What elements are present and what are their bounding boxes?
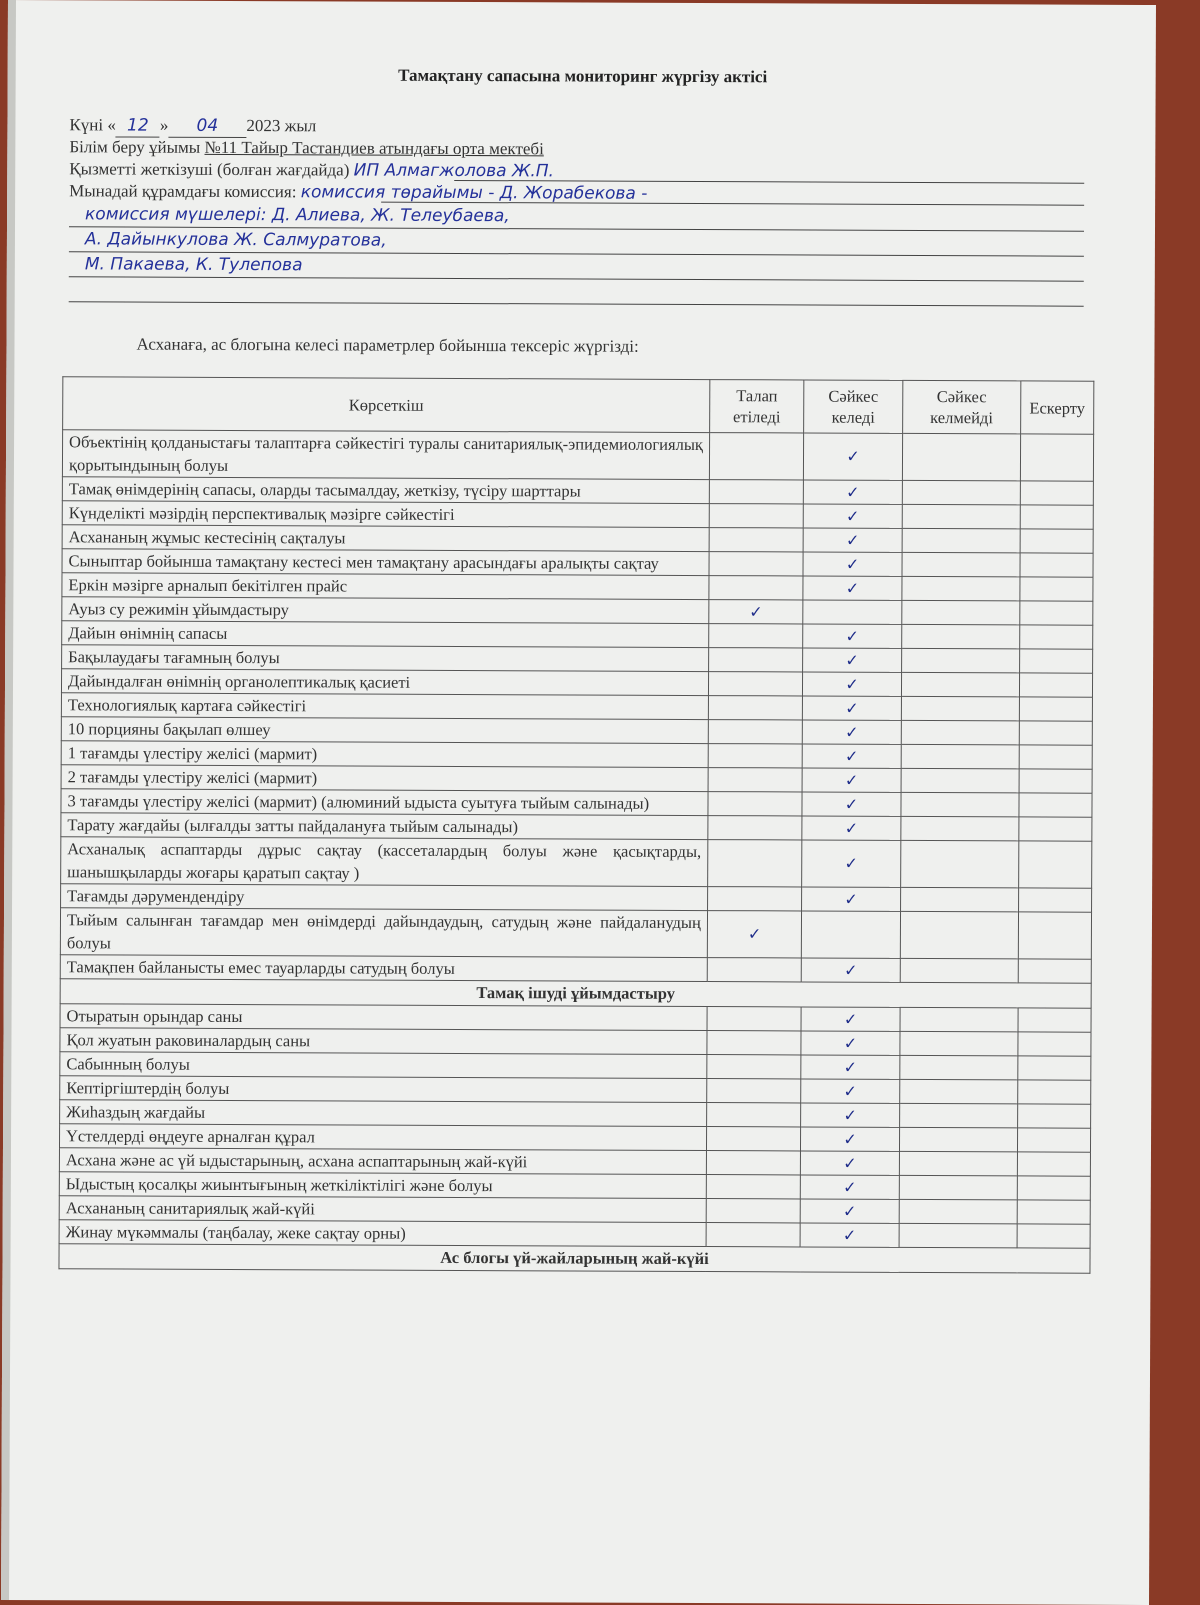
- check-mark-icon: ✓: [802, 887, 901, 911]
- indicator-cell: Сыныптар бойынша тамақтану кестесі мен тамақтану арасындағы аралықты сақтау: [62, 549, 709, 576]
- check-mark-icon: ✓: [802, 958, 901, 982]
- indicator-cell: 2 тағамды үлестіру желісі (мармит): [61, 765, 708, 792]
- check-mark-icon: ✓: [802, 744, 901, 768]
- header-noncompliant: Сәйкес келмейді: [902, 380, 1021, 434]
- indicator-cell: Асханалық аспаптарды дұрыс сақтау (кассеталардың болуы және қасықтарды, шанышқыларды жоғары қаратып сақтау ): [61, 837, 708, 887]
- empty-cell: [900, 887, 1018, 912]
- indicator-cell: 1 тағамды үлестіру желісі (мармит): [61, 741, 708, 768]
- empty-cell: [803, 600, 902, 624]
- check-mark-icon: ✓: [709, 600, 804, 624]
- header-compliant: Сәйкес келеді: [804, 380, 903, 433]
- empty-cell: [901, 744, 1019, 769]
- empty-cell: [901, 672, 1019, 697]
- empty-cell: [1020, 673, 1093, 697]
- empty-cell: [707, 887, 802, 911]
- empty-cell: [1017, 1176, 1090, 1200]
- empty-cell: [708, 696, 803, 720]
- indicator-cell: Күнделікті мәзірдің перспективалық мәзірге сәйкестігі: [62, 501, 709, 528]
- indicator-cell: Тағамды дәрумендендіру: [61, 884, 708, 911]
- empty-cell: [1020, 625, 1093, 649]
- empty-cell: [900, 958, 1018, 983]
- empty-cell: [902, 552, 1020, 577]
- indicator-cell: Еркін мәзірге арналып бекітілген прайс: [62, 573, 709, 600]
- indicator-cell: Кептіргіштердің болуы: [60, 1076, 707, 1103]
- empty-cell: [902, 528, 1020, 553]
- empty-cell: [708, 816, 803, 840]
- empty-cell: [1020, 529, 1093, 553]
- indicator-cell: Ауыз су режимін ұйымдастыру: [62, 597, 709, 624]
- empty-cell: [707, 1031, 802, 1055]
- document-title: Тамақтану сапасына мониторинг жүргізу актісі: [398, 65, 768, 87]
- check-mark-icon: ✓: [801, 1175, 900, 1199]
- empty-cell: [1018, 1032, 1091, 1056]
- empty-cell: [899, 1223, 1017, 1248]
- indicator-cell: Объектінің қолданыстағы талаптарға сәйкестігі туралы санитариялық-эпидемиологиялық қорытындының болуы: [62, 430, 709, 480]
- empty-cell: [899, 1151, 1017, 1176]
- empty-cell: [709, 433, 804, 480]
- table-row: [60, 908, 1091, 959]
- commission-line-4: М. Пакаева, К. Тулепова: [84, 254, 303, 276]
- date-day: 12: [116, 114, 160, 137]
- indicator-cell: 3 тағамды үлестіру желісі (мармит) (алюминий ыдыста суытуға тыйым салынады): [61, 789, 708, 816]
- empty-cell: [706, 1175, 801, 1199]
- check-mark-icon: ✓: [803, 720, 902, 744]
- header-required: Талап етіледі: [710, 380, 805, 433]
- commission-line-1: комиссия төрайымы - Д. Жорабекова -: [300, 182, 648, 204]
- empty-cell: [1020, 481, 1093, 505]
- indicator-cell: Асхананың санитариялық жай-күйі: [59, 1196, 706, 1223]
- check-mark-icon: ✓: [801, 1103, 900, 1127]
- check-mark-icon: ✓: [800, 1223, 899, 1247]
- empty-cell: [709, 552, 804, 576]
- empty-cell: [901, 624, 1019, 649]
- empty-cell: [901, 816, 1019, 841]
- empty-cell: [1018, 1008, 1091, 1032]
- check-mark-icon: ✓: [802, 768, 901, 792]
- empty-cell: [708, 672, 803, 696]
- empty-cell: [900, 840, 1019, 888]
- indicator-cell: Дайын өнімнің сапасы: [62, 621, 709, 648]
- empty-cell: [1019, 793, 1092, 817]
- indicator-cell: Тарату жағдайы (ылғалды затты пайдалануға тыйым салынады): [61, 813, 708, 840]
- empty-cell: [901, 720, 1019, 745]
- table-header-row: [63, 377, 1094, 434]
- indicator-cell: 10 порцияны бақылап өлшеу: [61, 717, 708, 744]
- intro-text: Асханаға, ас блогына келесі параметрлер бойынша тексеріс жүргізді:: [136, 334, 639, 356]
- indicator-cell: Асхананың жұмыс кестесінің сақталуы: [62, 525, 709, 552]
- check-mark-icon: ✓: [803, 624, 902, 648]
- empty-cell: [1018, 1128, 1091, 1152]
- empty-cell: [1019, 888, 1092, 912]
- empty-cell: [1020, 434, 1093, 481]
- supplier-value: ИП Алмагжолова Ж.П.: [353, 160, 554, 182]
- empty-cell: [708, 744, 803, 768]
- check-mark-icon: ✓: [801, 1031, 900, 1055]
- empty-cell: [899, 1103, 1017, 1128]
- empty-cell: [708, 768, 803, 792]
- commission-line-5-row: [69, 277, 1084, 306]
- empty-cell: [706, 1223, 801, 1247]
- indicator-cell: Асхана және ас үй ыдыстарының, асхана аспаптарының жай-күйі: [59, 1148, 706, 1175]
- empty-cell: [708, 720, 803, 744]
- supplier-label: Қызметті жеткізуші (болған жағдайда): [69, 159, 350, 180]
- section-title: Тамақ ішуді ұйымдастыру: [60, 979, 1091, 1008]
- check-mark-icon: ✓: [802, 840, 901, 887]
- header-indicator: Көрсеткіш: [63, 377, 710, 433]
- indicator-cell: Жиһаздың жағдайы: [60, 1100, 707, 1127]
- page-edge: [1, 0, 16, 1600]
- empty-cell: [899, 1127, 1017, 1152]
- header-fields: [69, 114, 1085, 306]
- empty-cell: [1017, 1152, 1090, 1176]
- check-mark-icon: ✓: [803, 648, 902, 672]
- date-prefix: Күні «: [69, 115, 116, 135]
- empty-cell: [1020, 505, 1093, 529]
- indicator-cell: Жинау мүкәммалы (таңбалау, жеке сақтау орны): [59, 1220, 706, 1247]
- header-note: Ескерту: [1021, 381, 1094, 434]
- empty-cell: [1019, 817, 1092, 841]
- empty-cell: [708, 648, 803, 672]
- check-mark-icon: ✓: [802, 816, 901, 840]
- empty-cell: [706, 1151, 801, 1175]
- indicator-cell: Тыйым салынған тағамдар мен өнімдерді дайындаудың, сатудың және пайдаланудың болуы: [60, 908, 707, 958]
- empty-cell: [706, 1103, 801, 1127]
- check-mark-icon: ✓: [803, 672, 902, 696]
- empty-cell: [900, 1055, 1018, 1080]
- empty-cell: [901, 696, 1019, 721]
- empty-cell: [1020, 601, 1093, 625]
- empty-cell: [1019, 745, 1092, 769]
- date-month: 04: [168, 115, 246, 138]
- empty-cell: [1019, 769, 1092, 793]
- date-mid: »: [159, 115, 169, 135]
- empty-cell: [900, 1031, 1018, 1056]
- section-row: [59, 1244, 1090, 1273]
- indicator-cell: Үстелдерді өңдеуге арналған құрал: [59, 1124, 706, 1151]
- empty-cell: [902, 480, 1020, 505]
- empty-cell: [1018, 1104, 1091, 1128]
- check-mark-icon: ✓: [803, 552, 902, 576]
- table-row: [62, 430, 1093, 481]
- check-mark-icon: ✓: [803, 528, 902, 552]
- indicator-cell: Бақылаудағы тағамның болуы: [62, 645, 709, 672]
- indicator-cell: Ыдыстың қосалқы жиынтығының жеткіліктілігі және болуы: [59, 1172, 706, 1199]
- empty-cell: [1020, 649, 1093, 673]
- section-title: Ас блогы үй-жайларының жай-күйі: [59, 1244, 1090, 1273]
- empty-cell: [1018, 912, 1091, 959]
- check-mark-icon: ✓: [804, 504, 903, 528]
- empty-cell: [707, 1079, 802, 1103]
- empty-cell: [708, 840, 803, 887]
- empty-cell: [1018, 1056, 1091, 1080]
- indicator-cell: Тамақпен байланысты емес тауарларды сатудың болуы: [60, 955, 707, 982]
- empty-cell: [706, 1127, 801, 1151]
- empty-cell: [1020, 553, 1093, 577]
- check-mark-icon: ✓: [801, 1007, 900, 1031]
- empty-cell: [900, 911, 1019, 959]
- commission-line-2: комиссия мүшелері: Д. Алиева, Ж. Телеубаева,: [85, 204, 510, 227]
- check-mark-icon: ✓: [707, 911, 802, 958]
- empty-cell: [902, 433, 1021, 481]
- empty-cell: [709, 576, 804, 600]
- empty-cell: [901, 792, 1019, 817]
- commission-label: Мынадай құрамдағы комиссия:: [69, 181, 297, 202]
- check-mark-icon: ✓: [802, 792, 901, 816]
- check-mark-icon: ✓: [800, 1199, 899, 1223]
- check-mark-icon: ✓: [804, 433, 903, 480]
- empty-cell: [899, 1199, 1017, 1224]
- empty-cell: [1017, 1200, 1090, 1224]
- check-mark-icon: ✓: [801, 1055, 900, 1079]
- empty-cell: [902, 600, 1020, 625]
- inspection-table: [58, 376, 1094, 1273]
- indicator-cell: Қол жуатын раковиналардың саны: [60, 1028, 707, 1055]
- empty-cell: [1019, 721, 1092, 745]
- check-mark-icon: ✓: [803, 576, 902, 600]
- check-mark-icon: ✓: [804, 480, 903, 504]
- indicator-cell: Дайындалған өнімнің органолептикалық қасиеті: [61, 669, 708, 696]
- check-mark-icon: ✓: [801, 1079, 900, 1103]
- empty-cell: [709, 480, 804, 504]
- empty-cell: [709, 504, 804, 528]
- indicator-cell: Тамақ өнімдерінің сапасы, оларды тасымалдау, жеткізу, түсіру шарттары: [62, 477, 709, 504]
- empty-cell: [1017, 1224, 1090, 1248]
- empty-cell: [707, 958, 802, 982]
- date-suffix: 2023 жыл: [246, 116, 317, 136]
- empty-cell: [708, 792, 803, 816]
- empty-cell: [1020, 577, 1093, 601]
- org-value: №11 Тайыр Тастандиев атындағы орта мектебі: [204, 137, 544, 159]
- empty-cell: [706, 1199, 801, 1223]
- commission-line-3: А. Дайынкулова Ж. Салмуратова,: [84, 229, 387, 251]
- indicator-cell: Технологиялық картаға сәйкестігі: [61, 693, 708, 720]
- empty-cell: [709, 528, 804, 552]
- empty-cell: [899, 1175, 1017, 1200]
- empty-cell: [899, 1079, 1017, 1104]
- document-page: [1, 0, 1156, 1605]
- empty-cell: [901, 768, 1019, 793]
- check-mark-icon: ✓: [803, 696, 902, 720]
- empty-cell: [1018, 959, 1091, 983]
- indicator-cell: Сабынның болуы: [60, 1052, 707, 1079]
- empty-cell: [1019, 697, 1092, 721]
- empty-cell: [802, 911, 901, 958]
- empty-cell: [707, 1055, 802, 1079]
- empty-cell: [902, 504, 1020, 529]
- empty-cell: [900, 1007, 1018, 1032]
- empty-cell: [1019, 841, 1092, 888]
- empty-cell: [902, 576, 1020, 601]
- check-mark-icon: ✓: [801, 1151, 900, 1175]
- empty-cell: [1018, 1080, 1091, 1104]
- check-mark-icon: ✓: [801, 1127, 900, 1151]
- org-label: Білім беру ұйымы: [69, 137, 201, 157]
- table-row: [61, 837, 1092, 888]
- empty-cell: [901, 648, 1019, 673]
- empty-cell: [707, 1007, 802, 1031]
- indicator-cell: Отыратын орындар саны: [60, 1004, 707, 1031]
- empty-cell: [709, 624, 804, 648]
